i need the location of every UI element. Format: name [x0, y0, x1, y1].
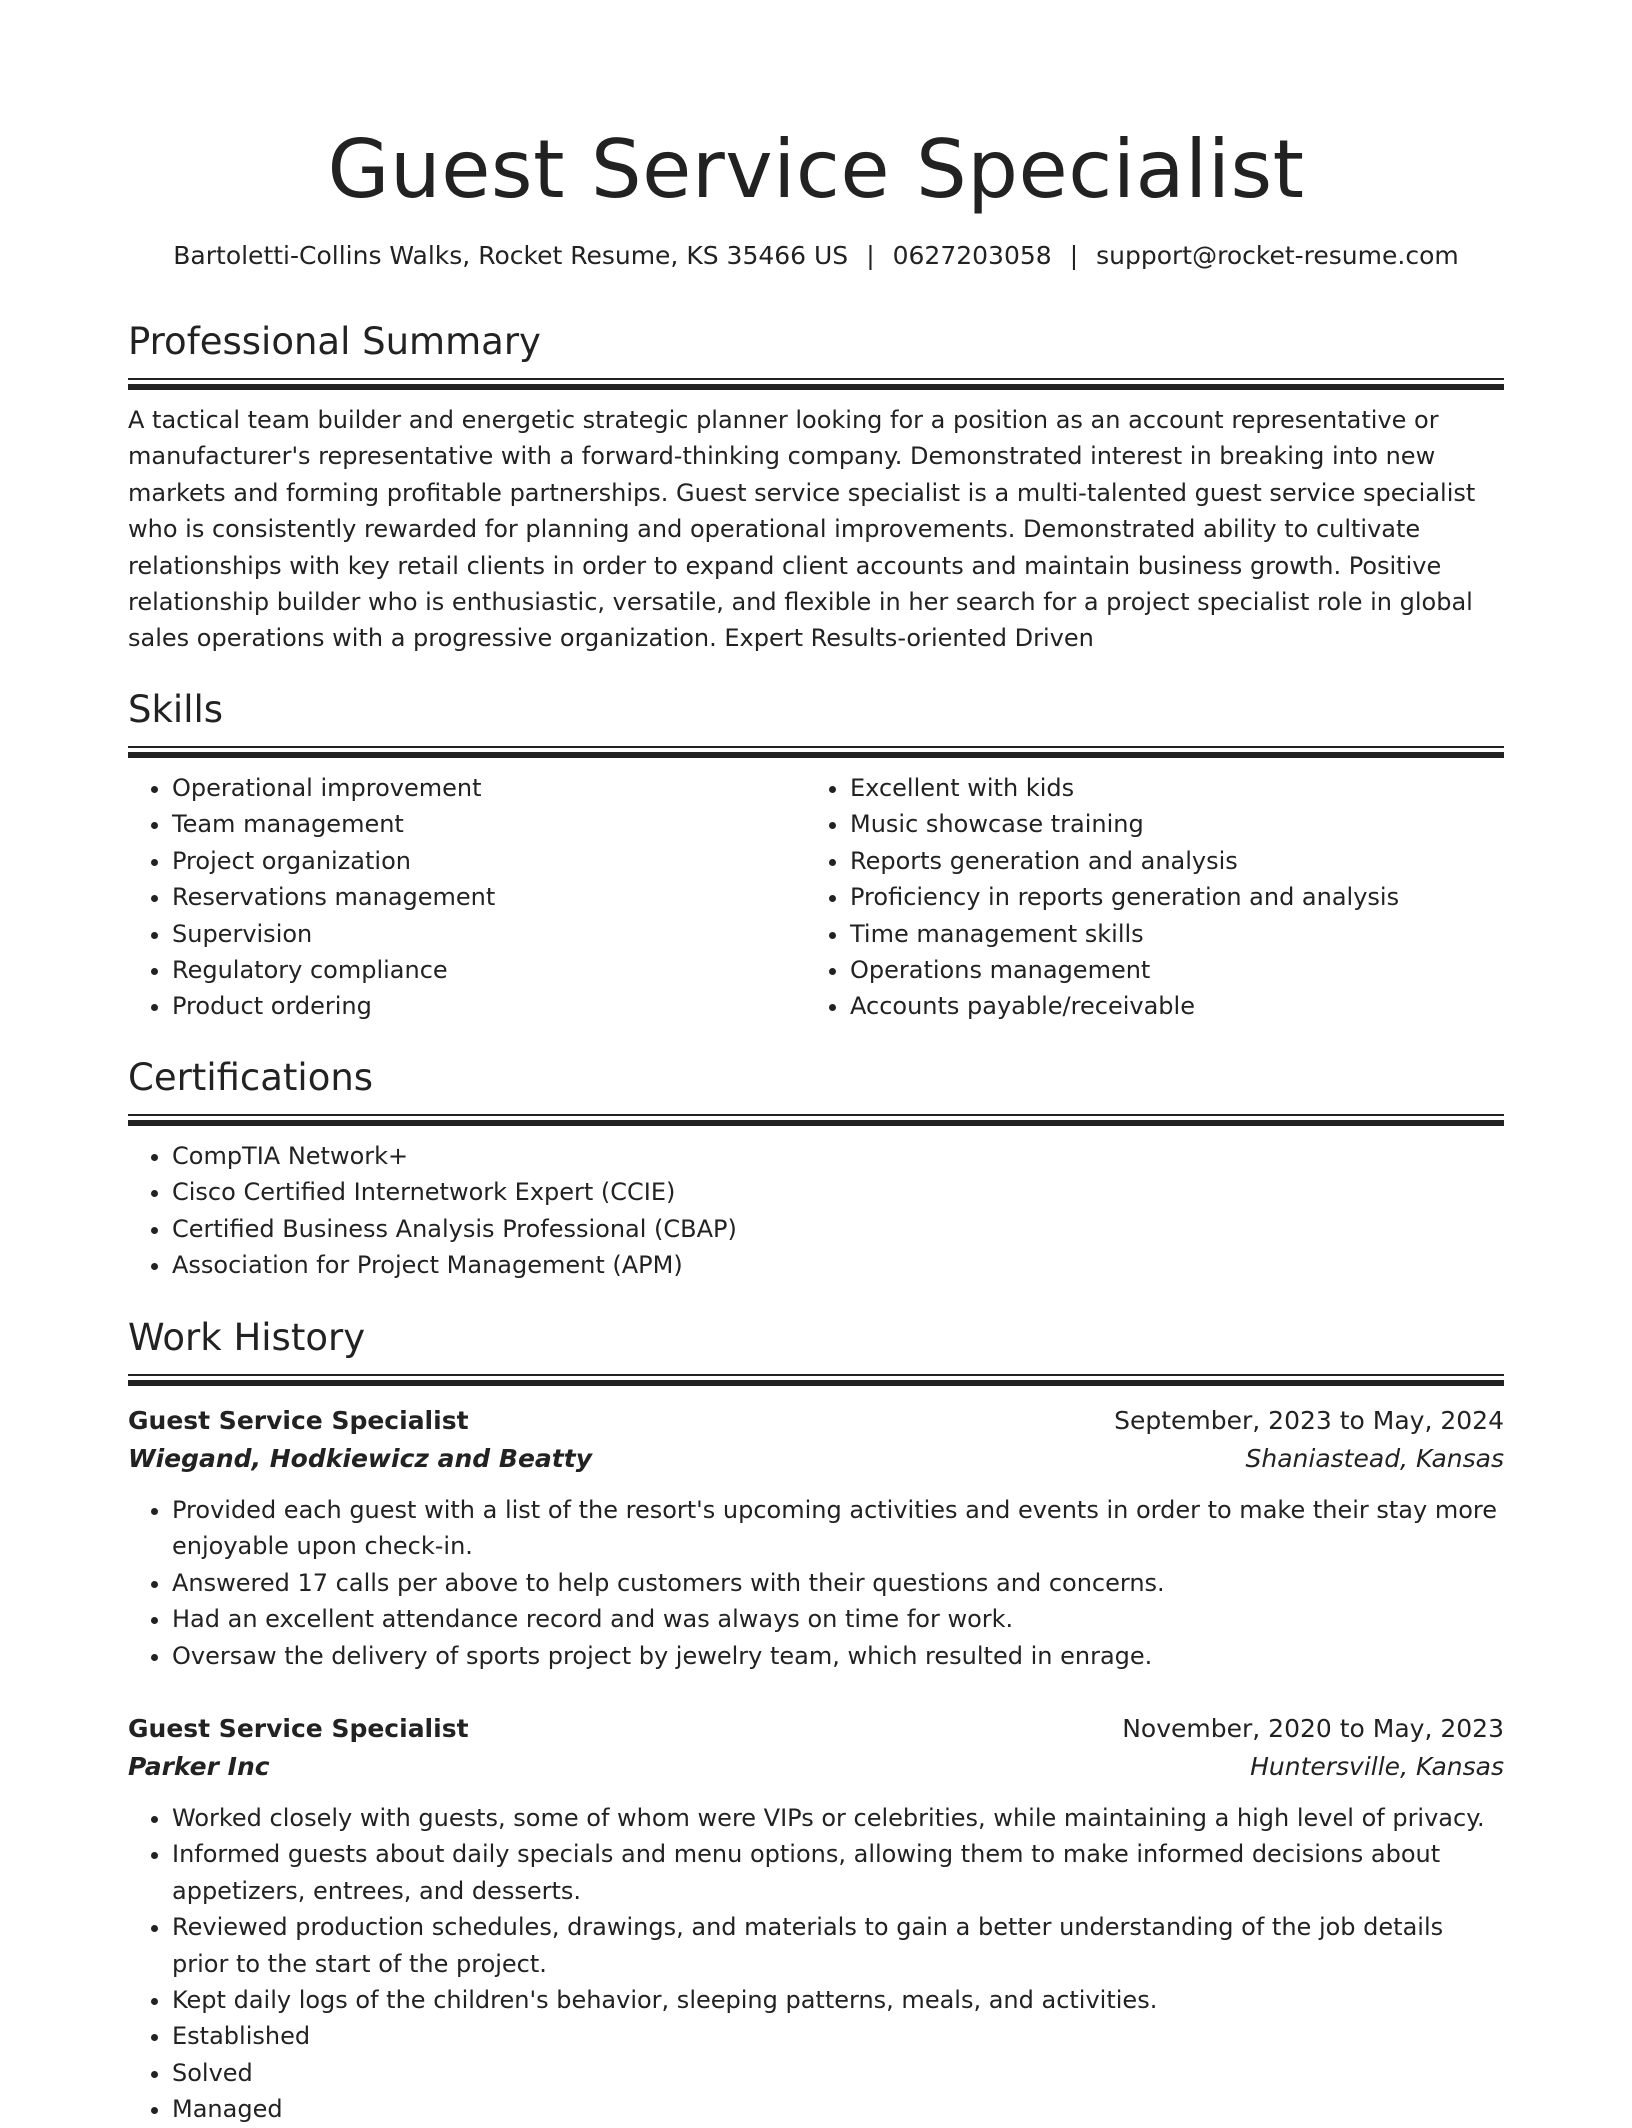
section-title-skills: Skills: [128, 688, 224, 731]
certification-item: • Cisco Certified Internetwork Expert (CCIE): [172, 1174, 1504, 1210]
contact-address: Bartoletti-Collins Walks, Rocket Resume, KS 35466 US: [173, 241, 849, 270]
job-dates: November, 2020 to May, 2023: [1122, 1714, 1504, 1743]
skill-item: • Time management skills: [850, 916, 1484, 952]
skill-item: • Regulatory compliance: [172, 952, 806, 988]
skill-item: • Project organization: [172, 843, 806, 879]
section-divider: [128, 378, 1504, 380]
summary-text: A tactical team builder and energetic strategic planner looking for a position as an account representative or manufacturer's representative with a forward-thinking company. Demonstrated interest in breaking into new markets and forming profitable partnerships. Guest service specialist is a multi-talented guest service specialist who is consistently rewarded for planning and operational improvements. Demonstrated ability to cultivate relationships with key retail clients in order to expand client accounts and maintain business growth. Positive relationship builder who is enthusiastic, versatile, and flexible in her search for a project specialist role in global sales operations with a progressive organization. Expert Results-oriented Driven: [128, 406, 1476, 653]
job-header: [128, 1402, 1504, 1440]
skills-column-left: [128, 758, 806, 1025]
section-divider: [128, 746, 1504, 748]
job-title: Guest Service Specialist: [128, 1406, 469, 1435]
section-divider-thick: [128, 1380, 1504, 1386]
skill-item: • Excellent with kids: [850, 770, 1484, 806]
job-bullet: • Answered 17 calls per above to help customers with their questions and concerns.: [172, 1565, 1504, 1601]
section-title-summary: Professional Summary: [128, 320, 541, 363]
job-entry: [128, 1402, 1504, 1674]
certifications-section: [128, 1054, 1504, 1284]
job-bullet: • Provided each guest with a list of the resort's upcoming activities and events in order to make their stay more enjoyable upon check-in.: [172, 1492, 1504, 1565]
section-title-work-history: Work History: [128, 1316, 366, 1359]
skill-item: • Accounts payable/receivable: [850, 988, 1484, 1024]
job-dates: September, 2023 to May, 2024: [1114, 1406, 1504, 1435]
section-divider: [128, 1374, 1504, 1376]
contact-line: [128, 238, 1504, 274]
work-history-section: [128, 1314, 1504, 1386]
job-subheader: [128, 1748, 1504, 1786]
certification-item: • Association for Project Management (APM): [172, 1247, 1504, 1283]
job-company: Wiegand, Hodkiewicz and Beatty: [128, 1444, 592, 1473]
contact-separator: |: [866, 241, 875, 270]
job-bullet: • Worked closely with guests, some of whom were VIPs or celebrities, while maintaining a high level of privacy.: [172, 1800, 1504, 1836]
summary-section: [128, 318, 1504, 657]
job-bullet: • Informed guests about daily specials and menu options, allowing them to make informed decisions about appetizers, entrees, and desserts.: [172, 1836, 1504, 1909]
job-header: [128, 1710, 1504, 1748]
skill-item: • Reservations management: [172, 879, 806, 915]
job-bullet: • Kept daily logs of the children's behavior, sleeping patterns, meals, and activities.: [172, 1982, 1504, 2018]
skill-item: • Reports generation and analysis: [850, 843, 1484, 879]
skill-item: • Operational improvement: [172, 770, 806, 806]
section-title-certifications: Certifications: [128, 1056, 374, 1099]
resume-name: Guest Service Specialist: [327, 123, 1305, 216]
skill-item: • Supervision: [172, 916, 806, 952]
job-bullet: • Solved: [172, 2055, 1504, 2091]
job-location: Huntersville, Kansas: [1250, 1752, 1504, 1781]
job-subheader: [128, 1440, 1504, 1478]
section-divider-thick: [128, 384, 1504, 390]
certification-item: • Certified Business Analysis Professional (CBAP): [172, 1211, 1504, 1247]
section-divider: [128, 1114, 1504, 1116]
job-entry: [128, 1710, 1504, 2128]
job-bullet: • Reviewed production schedules, drawings, and materials to gain a better understanding of the job details prior to the start of the project.: [172, 1909, 1504, 1982]
job-company: Parker Inc: [128, 1752, 270, 1781]
skills-column-right: [806, 758, 1484, 1025]
skills-section: [128, 686, 1504, 1025]
job-bullet: • Had an excellent attendance record and was always on time for work.: [172, 1601, 1504, 1637]
job-bullet: • Managed: [172, 2091, 1504, 2127]
skill-item: • Product ordering: [172, 988, 806, 1024]
section-divider-thick: [128, 1120, 1504, 1126]
job-title: Guest Service Specialist: [128, 1714, 469, 1743]
skill-item: • Proficiency in reports generation and analysis: [850, 879, 1484, 915]
contact-email: support@rocket-resume.com: [1096, 241, 1459, 270]
skill-item: • Operations management: [850, 952, 1484, 988]
contact-separator: |: [1069, 241, 1079, 270]
job-location: Shaniastead, Kansas: [1245, 1444, 1504, 1473]
job-bullet: • Established: [172, 2018, 1504, 2054]
job-bullet: • Oversaw the delivery of sports project by jewelry team, which resulted in enrage.: [172, 1638, 1504, 1674]
skill-item: • Music showcase training: [850, 806, 1484, 842]
skill-item: • Team management: [172, 806, 806, 842]
certification-item: • CompTIA Network+: [172, 1138, 1504, 1174]
contact-phone: 0627203058: [892, 241, 1052, 270]
skills-columns: [128, 758, 1504, 1025]
